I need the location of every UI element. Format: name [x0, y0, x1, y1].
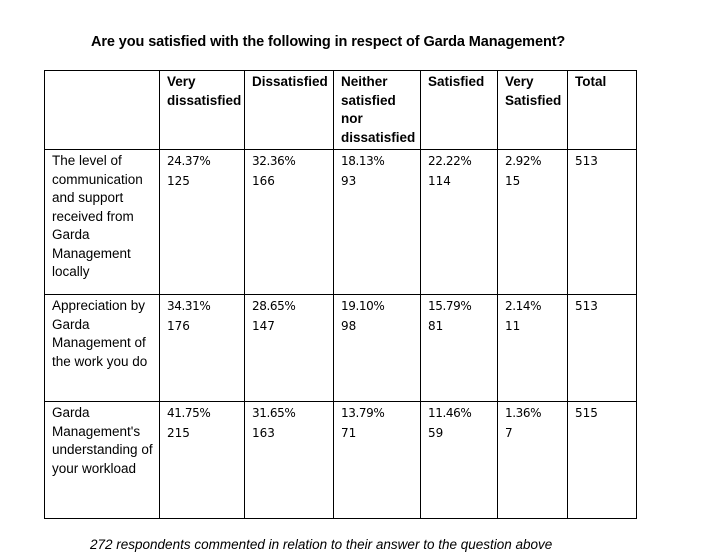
table-row: [45, 402, 637, 519]
cell-percent: 13.79%: [341, 406, 385, 420]
header-very-satisfied: Very Satisfied: [498, 71, 568, 150]
cell-percent: 41.75%: [167, 406, 211, 420]
header-satisfied: Satisfied: [421, 71, 498, 150]
cell-count: 163: [252, 425, 275, 440]
cell-neither: [334, 295, 421, 402]
cell-very-dissatisfied: [160, 150, 245, 295]
cell-percent: 34.31%: [167, 299, 211, 313]
cell-percent: 31.65%: [252, 406, 296, 420]
cell-neither: [334, 150, 421, 295]
cell-count: 59: [428, 425, 444, 440]
row-label: Appreciation by Garda Management of the work you do: [45, 295, 160, 402]
total-value: 513: [575, 299, 598, 313]
survey-table: [44, 70, 637, 519]
cell-percent: 22.22%: [428, 154, 472, 168]
row-label: The level of communication and support received from Garda Management locally: [45, 150, 160, 295]
table-row: [45, 295, 637, 402]
cell-count: 93: [341, 173, 357, 188]
cell-percent: 11.46%: [428, 406, 472, 420]
cell-count: 215: [167, 425, 190, 440]
header-cell-blank: [45, 71, 160, 150]
cell-count: 114: [428, 173, 451, 188]
cell-satisfied: [421, 150, 498, 295]
row-label: Garda Management's understanding of your workload: [45, 402, 160, 519]
cell-count: 98: [341, 318, 357, 333]
total-value: 515: [575, 406, 598, 420]
cell-very-dissatisfied: [160, 295, 245, 402]
cell-percent: 18.13%: [341, 154, 385, 168]
cell-very-satisfied: [498, 150, 568, 295]
cell-percent: 24.37%: [167, 154, 211, 168]
cell-satisfied: [421, 402, 498, 519]
cell-count: 147: [252, 318, 275, 333]
cell-dissatisfied: [245, 150, 334, 295]
cell-percent: 28.65%: [252, 299, 296, 313]
cell-total: [568, 402, 637, 519]
cell-very-satisfied: [498, 402, 568, 519]
cell-percent: 15.79%: [428, 299, 472, 313]
table-row: [45, 150, 637, 295]
cell-count: 15: [505, 173, 521, 188]
cell-neither: [334, 402, 421, 519]
cell-count: 11: [505, 318, 521, 333]
cell-very-dissatisfied: [160, 402, 245, 519]
cell-dissatisfied: [245, 295, 334, 402]
table-header-row: [45, 71, 637, 150]
cell-count: 81: [428, 318, 444, 333]
header-dissatisfied: Dissatisfied: [245, 71, 334, 150]
cell-percent: 32.36%: [252, 154, 296, 168]
header-total: Total: [568, 71, 637, 150]
total-value: 513: [575, 154, 598, 168]
cell-percent: 2.92%: [505, 154, 542, 168]
cell-satisfied: [421, 295, 498, 402]
cell-count: 125: [167, 173, 190, 188]
cell-percent: 1.36%: [505, 406, 542, 420]
question-title: Are you satisfied with the following in respect of Garda Management?: [91, 34, 566, 50]
cell-count: 166: [252, 173, 275, 188]
cell-percent: 2.14%: [505, 299, 542, 313]
cell-total: [568, 150, 637, 295]
header-very-dissatisfied: Very dissatisfied: [160, 71, 245, 150]
cell-count: 176: [167, 318, 190, 333]
cell-total: [568, 295, 637, 402]
cell-very-satisfied: [498, 295, 568, 402]
cell-count: 7: [505, 425, 513, 440]
respondents-note: 272 respondents commented in relation to their answer to the question above: [90, 537, 553, 552]
cell-count: 71: [341, 425, 357, 440]
cell-dissatisfied: [245, 402, 334, 519]
header-neither: Neither satisfied nor dissatisfied: [334, 71, 421, 150]
cell-percent: 19.10%: [341, 299, 385, 313]
